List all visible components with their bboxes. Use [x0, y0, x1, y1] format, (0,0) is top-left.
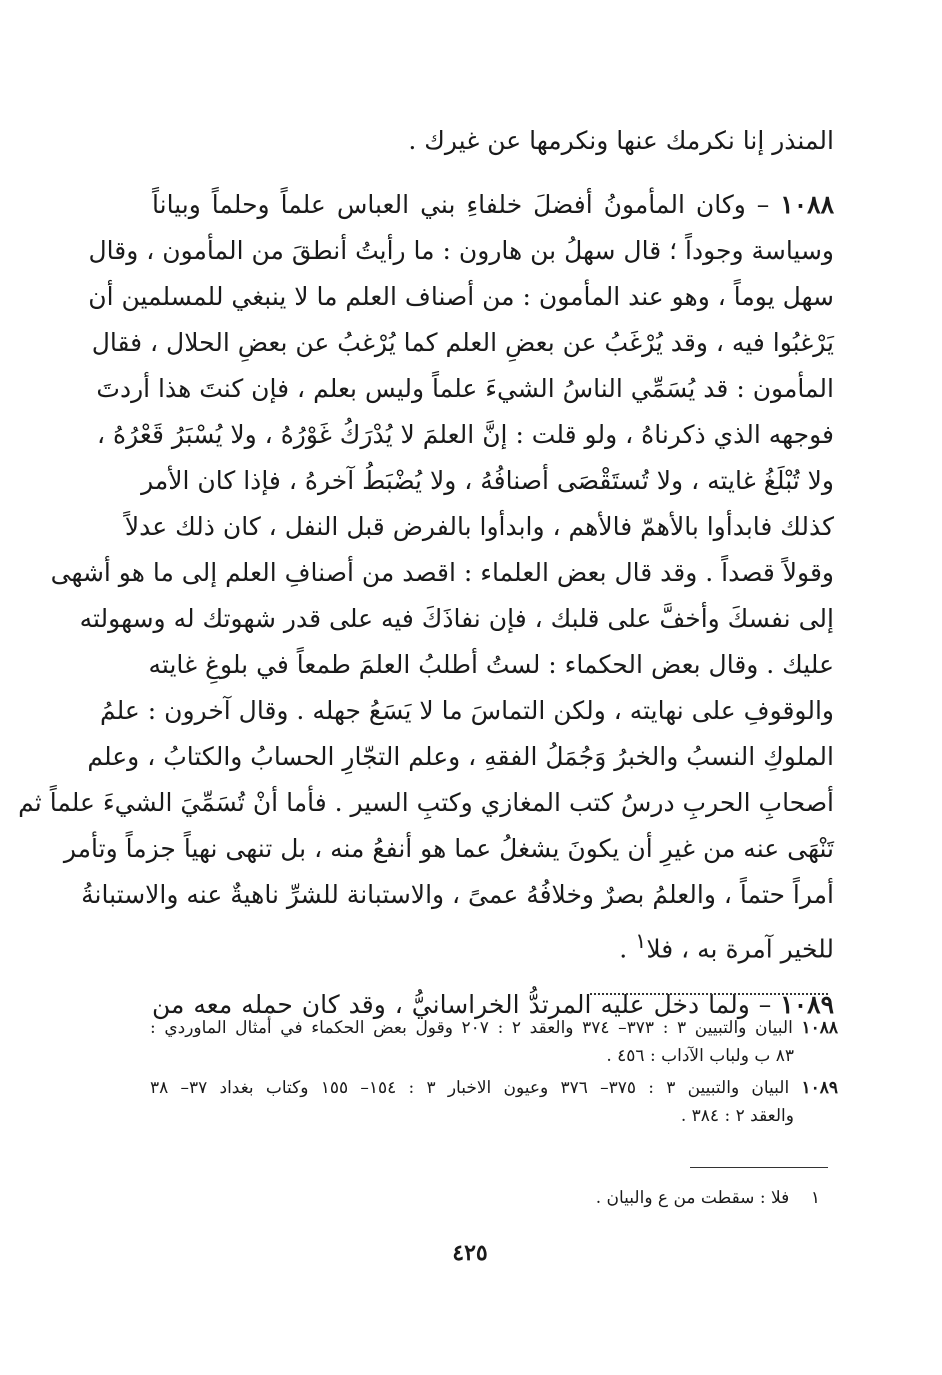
text-line: ولا تُبْلَغُ غايته ، ولا تُستَقْصَى أصنافُهُ ، ولا يُضْبَطُ آخرهُ ، فإذا كان الأمر: [141, 466, 834, 495]
footnote-marker: ١: [635, 929, 647, 953]
text-line: سهل يوماً ، وهو عند المأمون : من أصناف العلم ما لا ينبغي للمسلمين أن: [88, 282, 834, 311]
references: [150, 1014, 838, 1130]
reference-text: والعقد ٢ : ٣٨٤ .: [680, 1106, 794, 1126]
text-line: وسياسة وجوداً ؛ قال سهلُ بن هارون : ما رأيتُ أنطقَ من المأمون ، وقال: [88, 236, 834, 265]
end-period: .: [619, 934, 636, 964]
text-line: – ولما دخل عليه المرتدُّ الخراسانيُّ ، وقد كان حمله معه من: [152, 990, 772, 1019]
text-line: أمراً حتماً ، والعلمُ بصرٌ وخلافُهُ عمىً ، والاستبانة للشرِّ ناهيةٌ عنه والاستبانةُ: [81, 880, 834, 909]
reference-number-1089: ١٠٨٩: [801, 1078, 838, 1098]
text-line: الملوكِ النسبُ والخبرُ وَجُمَلُ الفقهِ ، وعلم التجّارِ الحسابُ والكتابُ ، وعلم: [87, 742, 834, 771]
reference-1088: [150, 1014, 838, 1042]
paragraph-1088-first-line: [152, 182, 834, 228]
reference-text: ٨٣ ب ولباب الآداب : ٤٥٦ .: [606, 1046, 794, 1066]
footnote: [300, 1184, 820, 1212]
paragraph-number-1089: ١٠٨٩: [780, 990, 835, 1019]
text-line: عليك . وقال بعض الحكماء : لستُ أطلبُ العلمَ طمعاً في بلوغِ غايته: [148, 650, 834, 679]
text-line: والوقوفِ على نهايته ، ولكن التماسَ ما لا يَسَعُ جهله . وقال آخرون : علمُ: [99, 696, 834, 725]
reference-1089: [150, 1074, 838, 1102]
dotted-divider: [590, 993, 828, 995]
paragraph-number-1088: ١٠٨٨: [780, 190, 835, 219]
footnote-divider: [690, 1167, 828, 1168]
text-line: يَرْغبُوا فيه ، وقد يُرْغَبُ عن بعضِ العلم كما يُرْغبُ عن بعضِ الحلال ، فقال: [91, 328, 834, 357]
footnote-number: ١: [810, 1188, 820, 1208]
reference-text: البيان والتبيين ٣ : ٣٧٣– ٣٧٤ والعقد ٢ : ٢٠٧ وقول بعض الحكماء في أمثال الماوردي :: [150, 1018, 793, 1038]
text-line: فوجهه الذي ذكرناهُ ، ولو قلت : إنَّ العلمَ لا يُدْرَكُ غَوْرُهُ ، ولا يُسْبَرُ قَعْرُهُ ،: [96, 420, 834, 449]
paragraph-1088-last-line: [152, 918, 834, 964]
text-line: أصحابِ الحربِ درسُ كتب المغازي وكتبِ السير . فأما أنْ تُسَمِّيَ الشيءَ علماً ثم: [18, 788, 834, 817]
text-line: كذلك فابدأوا بالأهمّ فالأهم ، وابدأوا بالفرض قبل النفل ، كان ذلك عدلاً: [124, 512, 834, 541]
footnote-text: فلا : سقطت من ع والبيان .: [595, 1188, 790, 1208]
reference-text: البيان والتبيين ٣ : ٣٧٥– ٣٧٦ وعيون الاخبار ٣ : ١٥٤– ١٥٥ وكتاب بغداد ٣٧– ٣٨: [150, 1078, 790, 1098]
text-line: المأمون : قد يُسَمِّي الناسُ الشيءَ علماً وليس بعلم ، فإن كنتَ هذا أردتَ: [96, 374, 834, 403]
text-line: – وكان المأمونُ أفضلَ خلفاءِ بني العباس علماً وحلماً وبياناً: [152, 190, 770, 219]
page-number: ٤٢٥: [452, 1240, 488, 1266]
text-line: إلى نفسكَ وأخفَّ على قلبك ، فإن نفاذَكَ فيه على قدر شهوتك له وسهولته: [79, 604, 834, 633]
text-line: المنذر إنا نكرمك عنها ونكرمها عن غيرك .: [408, 126, 834, 155]
text-line: وقولاً قصداً . وقد قال بعض العلماء : اقصد من أصنافِ العلم إلى ما هو أشهى: [50, 558, 834, 587]
text-line: تَنْهَى عنه من غيرِ أن يكونَ يشغلُ عما هو أنفعُ منه ، بل تنهى نهياً جزماً وتأمر: [63, 834, 834, 863]
text-line: للخير آمرة به ، فلا: [646, 934, 834, 964]
reference-number-1088: ١٠٨٨: [801, 1018, 838, 1038]
